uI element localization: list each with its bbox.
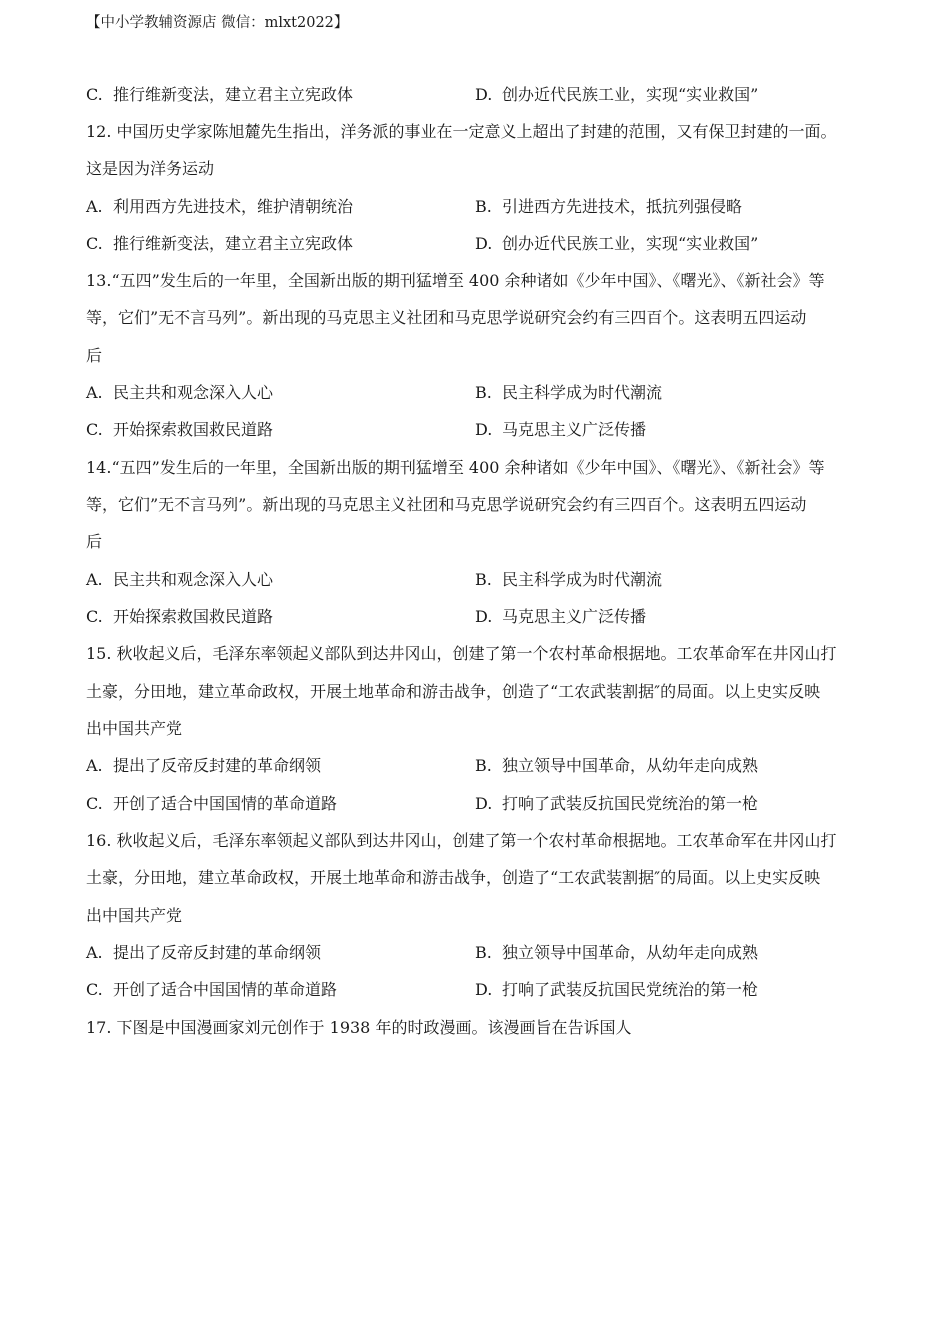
- option-a: A. 提出了反帝反封建的革命纲领: [86, 756, 322, 775]
- option-b: B. 独立领导中国革命，从幼年走向成熟: [475, 943, 759, 962]
- question-16-line: 16. 秋收起义后，毛泽东率领起义部队到达井冈山，创建了第一个农村革命根据地。工农革命军在井冈山打: [86, 831, 837, 850]
- option-d: D. 马克思主义广泛传播: [475, 607, 647, 626]
- option-row: [86, 977, 886, 999]
- option-c: C. 推行维新变法，建立君主立宪政体: [86, 234, 354, 253]
- option-c: C. 开始探索救国救民道路: [86, 420, 274, 439]
- option-c: C. 开创了适合中国国情的革命道路: [86, 980, 338, 999]
- question-13-line: 后: [86, 346, 103, 365]
- option-row: [86, 380, 886, 402]
- option-row: [86, 82, 886, 104]
- option-row: [86, 417, 886, 439]
- option-c: C. 开始探索救国救民道路: [86, 607, 274, 626]
- option-b: B. 民主科学成为时代潮流: [475, 383, 663, 402]
- option-c: C. 开创了适合中国国情的革命道路: [86, 794, 338, 813]
- option-row: [86, 567, 886, 589]
- question-14-line: 等，它们”无不言马列”。新出现的马克思主义社团和马克思学说研究会约有三四百个。这表明五四运动: [86, 495, 807, 514]
- page-header: 【中小学教辅资源店 微信：mlxt2022】: [86, 15, 349, 31]
- option-c: C. 推行维新变法，建立君主立宪政体: [86, 85, 354, 104]
- question-14-line: 后: [86, 532, 103, 551]
- option-row: [86, 231, 886, 253]
- option-d: D. 马克思主义广泛传播: [475, 420, 647, 439]
- question-14-line: 14.“五四”发生后的一年里，全国新出版的期刊猛增至 400 余种诸如《少年中国》、《曙光》、《新社会》等: [86, 458, 825, 477]
- option-row: [86, 194, 886, 216]
- option-a: A. 提出了反帝反封建的革命纲领: [86, 943, 322, 962]
- question-15-line: 15. 秋收起义后，毛泽东率领起义部队到达井冈山，创建了第一个农村革命根据地。工农革命军在井冈山打: [86, 644, 837, 663]
- question-15-line: 土豪，分田地，建立革命政权，开展土地革命和游击战争，创造了“工农武装割据″的局面。以上史实反映: [86, 682, 821, 701]
- question-12-line: 这是因为洋务运动: [86, 159, 215, 178]
- question-13-line: 13.“五四”发生后的一年里，全国新出版的期刊猛增至 400 余种诸如《少年中国》、《曙光》、《新社会》等: [86, 271, 825, 290]
- option-d: D. 打响了武装反抗国民党统治的第一枪: [475, 794, 759, 813]
- option-row: [86, 604, 886, 626]
- question-16-line: 出中国共产党: [86, 906, 183, 925]
- question-12-line: 12. 中国历史学家陈旭麓先生指出，洋务派的事业在一定意义上超出了封建的范围，又有保卫封建的一面。: [86, 122, 837, 141]
- question-15-line: 出中国共产党: [86, 719, 183, 738]
- option-row: [86, 791, 886, 813]
- question-13-line: 等，它们”无不言马列”。新出现的马克思主义社团和马克思学说研究会约有三四百个。这表明五四运动: [86, 308, 807, 327]
- option-a: A. 利用西方先进技术，维护清朝统治: [86, 197, 354, 216]
- option-row: [86, 940, 886, 962]
- option-d: D. 打响了武装反抗国民党统治的第一枪: [475, 980, 759, 999]
- question-17-line: 17. 下图是中国漫画家刘元创作于 1938 年的时政漫画。该漫画旨在告诉国人: [86, 1018, 632, 1037]
- option-a: A. 民主共和观念深入人心: [86, 570, 274, 589]
- option-b: B. 引进西方先进技术，抵抗列强侵略: [475, 197, 743, 216]
- question-16-line: 土豪，分田地，建立革命政权，开展土地革命和游击战争，创造了“工农武装割据″的局面。以上史实反映: [86, 868, 821, 887]
- option-a: A. 民主共和观念深入人心: [86, 383, 274, 402]
- option-b: B. 独立领导中国革命，从幼年走向成熟: [475, 756, 759, 775]
- option-b: B. 民主科学成为时代潮流: [475, 570, 663, 589]
- option-d: D. 创办近代民族工业，实现“实业救国”: [475, 234, 759, 253]
- option-row: [86, 753, 886, 775]
- option-d: D. 创办近代民族工业，实现“实业救国”: [475, 85, 759, 104]
